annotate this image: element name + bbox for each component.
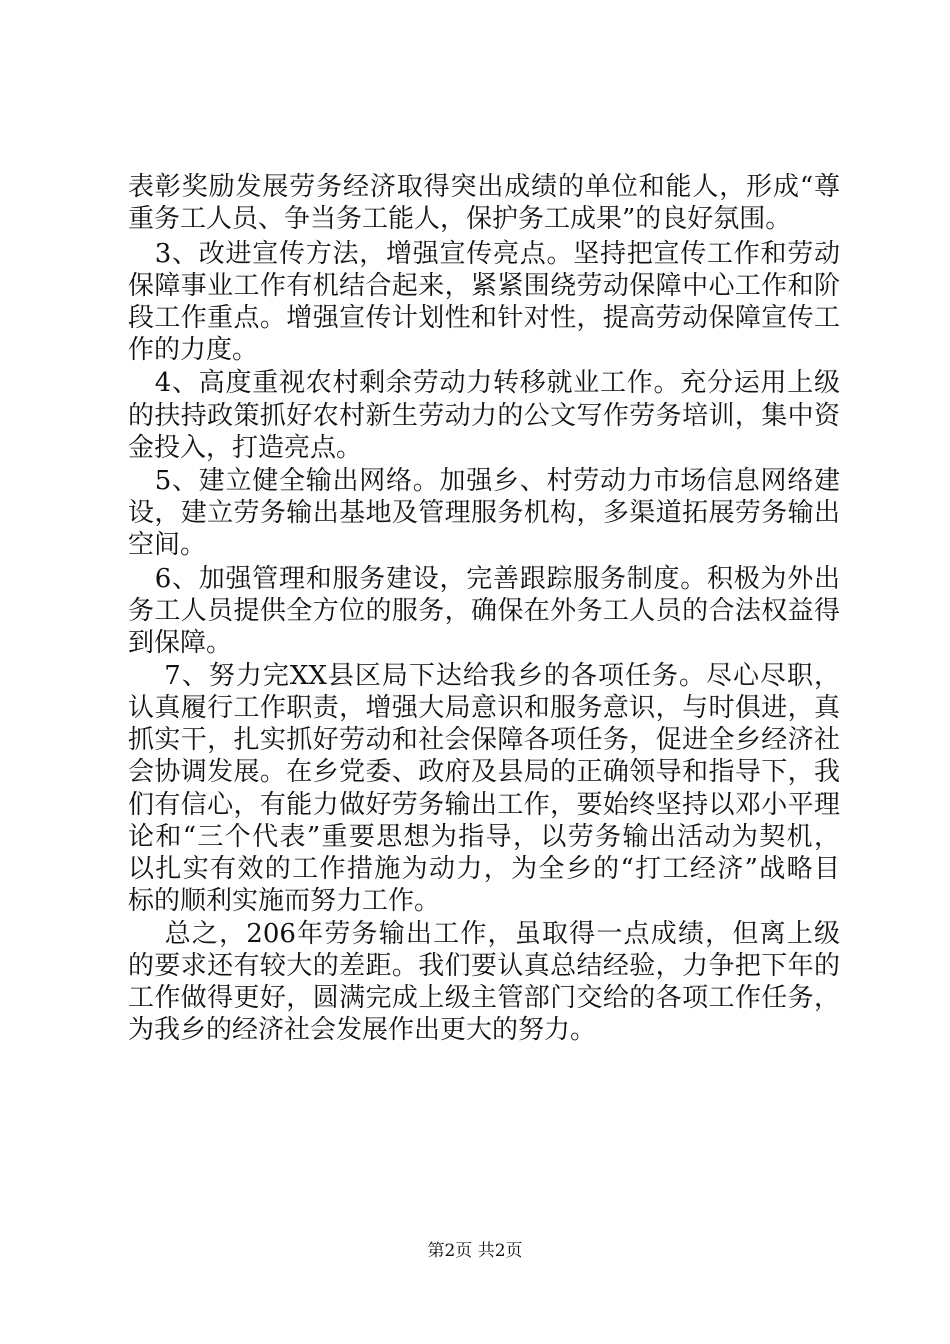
text-line: 的扶持政策抓好农村新生劳动力的公文写作劳务培训，集中资 <box>128 401 840 431</box>
text-line: 总之，206年劳务输出工作，虽取得一点成绩，但离上级 <box>128 919 840 949</box>
text-line: 务工人员提供全方位的服务，确保在外务工人员的合法权益得 <box>128 596 840 626</box>
text-line: 7、努力完XX县区局下达给我乡的各项任务。尽心尽职， <box>128 661 840 691</box>
text-line: 金投入，打造亮点。 <box>128 433 363 463</box>
text-line: 6、加强管理和服务建设，完善跟踪服务制度。积极为外出 <box>128 564 840 594</box>
text-line: 重务工人员、争当务工能人，保护务工成果”的良好氛围。 <box>128 204 792 234</box>
text-line: 论和“三个代表”重要思想为指导，以劳务输出活动为契机， <box>128 822 840 852</box>
text-line: 会协调发展。在乡党委、政府及县局的正确领导和指导下，我 <box>128 757 840 787</box>
text-line: 到保障。 <box>128 628 233 658</box>
text-line: 5、建立健全输出网络。加强乡、村劳动力市场信息网络建 <box>128 466 840 496</box>
text-line: 作的力度。 <box>128 335 259 365</box>
text-line: 工作做得更好，圆满完成上级主管部门交给的各项工作任务， <box>128 983 840 1013</box>
text-line: 3、改进宣传方法，增强宣传亮点。坚持把宣传工作和劳动 <box>128 239 840 269</box>
text-line: 的要求还有较大的差距。我们要认真总结经验，力争把下年的 <box>128 951 840 981</box>
text-line: 设，建立劳务输出基地及管理服务机构，多渠道拓展劳务输出 <box>128 498 840 528</box>
text-line: 以扎实有效的工作措施为动力，为全乡的“打工经济”战略目 <box>128 854 840 884</box>
page-number-footer: 第2页 共2页 <box>427 1241 523 1261</box>
text-line: 抓实干，扎实抓好劳动和社会保障各项任务，促进全乡经济社 <box>128 725 840 755</box>
text-line: 标的顺利实施而努力工作。 <box>128 886 441 916</box>
text-line: 段工作重点。增强宣传计划性和针对性，提高劳动保障宣传工 <box>128 303 840 333</box>
text-line: 认真履行工作职责，增强大局意识和服务意识，与时俱进，真 <box>128 693 840 723</box>
text-line: 们有信心，有能力做好劳务输出工作，要始终坚持以邓小平理 <box>128 790 840 820</box>
text-line: 空间。 <box>128 530 207 560</box>
text-line: 4、高度重视农村剩余劳动力转移就业工作。充分运用上级 <box>128 368 840 398</box>
text-line: 保障事业工作有机结合起来，紧紧围绕劳动保障中心工作和阶 <box>128 271 840 301</box>
text-line: 为我乡的经济社会发展作出更大的努力。 <box>128 1015 597 1045</box>
text-line: 表彰奖励发展劳务经济取得突出成绩的单位和能人，形成“尊 <box>128 172 840 202</box>
